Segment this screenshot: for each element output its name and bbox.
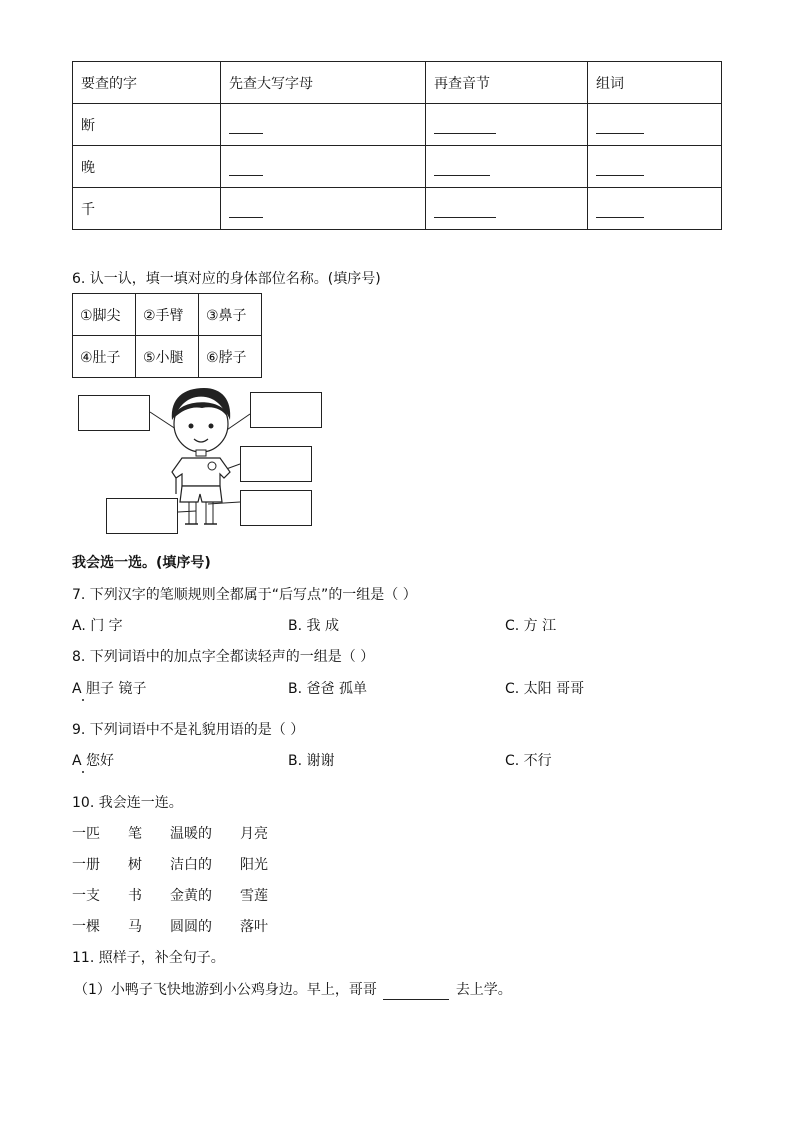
- option-cell: ②手臂: [136, 294, 199, 336]
- char-cell: 千: [73, 188, 221, 230]
- sentence-suffix: 去上学。: [455, 982, 512, 998]
- question-8-stem: 8. 下列词语中的加点字全都读轻声的一组是（ ）: [72, 649, 375, 665]
- question-11-title: 11. 照样子，补全句子。: [72, 950, 225, 966]
- option-cell: ①脚尖: [73, 294, 136, 336]
- q8-option-b[interactable]: B. 爸爸 孤单: [288, 681, 367, 697]
- table-header-row: [73, 62, 722, 104]
- answer-box-foot[interactable]: [106, 498, 178, 534]
- match-item[interactable]: 书: [128, 888, 142, 904]
- answer-box-head-left[interactable]: [78, 395, 150, 431]
- body-parts-table: [72, 293, 262, 378]
- q9-option-a[interactable]: A 您好: [72, 753, 115, 769]
- table-row: [73, 188, 722, 230]
- answer-box-head-right[interactable]: [250, 392, 322, 428]
- q7-option-a[interactable]: A. 门 字: [72, 618, 123, 634]
- answer-box-body[interactable]: [240, 446, 312, 482]
- q9-option-b[interactable]: B. 谢谢: [288, 753, 335, 769]
- question-7-stem: 7. 下列汉字的笔顺规则全都属于“后写点”的一组是（ ）: [72, 587, 417, 603]
- answer-blank[interactable]: [229, 205, 263, 218]
- match-item[interactable]: 洁白的: [170, 857, 212, 873]
- answer-blank[interactable]: [229, 121, 263, 134]
- answer-blank[interactable]: [596, 163, 644, 176]
- dictionary-table: [72, 61, 722, 230]
- answer-blank[interactable]: [383, 987, 449, 1000]
- option-cell: ⑥脖子: [199, 336, 262, 378]
- header-cell: 要查的字: [73, 62, 221, 104]
- answer-blank[interactable]: [229, 163, 263, 176]
- answer-blank[interactable]: [596, 205, 644, 218]
- option-cell: ⑤小腿: [136, 336, 199, 378]
- match-item[interactable]: 落叶: [240, 919, 268, 935]
- table-row: [73, 104, 722, 146]
- q9-option-c[interactable]: C. 不行: [505, 753, 552, 769]
- answer-blank[interactable]: [434, 205, 496, 218]
- emphasis-dot: [82, 699, 84, 701]
- match-item[interactable]: 马: [128, 919, 142, 935]
- answer-blank[interactable]: [596, 121, 644, 134]
- answer-box-leg[interactable]: [240, 490, 312, 526]
- match-item[interactable]: 一册: [72, 857, 100, 873]
- question-9-stem: 9. 下列词语中不是礼貌用语的是（ ）: [72, 722, 305, 738]
- answer-blank[interactable]: [434, 121, 496, 134]
- emphasis-dot: [82, 771, 84, 773]
- match-item[interactable]: 树: [128, 857, 142, 873]
- char-cell: 断: [73, 104, 221, 146]
- q7-option-c[interactable]: C. 方 江: [505, 618, 557, 634]
- q8-option-c[interactable]: C. 太阳 哥哥: [505, 681, 585, 697]
- header-cell: 再查音节: [426, 62, 588, 104]
- question-11-line-1: [74, 979, 512, 1000]
- char-cell: 晚: [73, 146, 221, 188]
- question-10-title: 10. 我会连一连。: [72, 795, 183, 811]
- q8-option-a[interactable]: A 胆子 镜子: [72, 681, 147, 697]
- match-item[interactable]: 阳光: [240, 857, 268, 873]
- header-cell: 组词: [588, 62, 722, 104]
- sentence-prefix: （1）小鸭子飞快地游到小公鸡身边。早上，哥哥: [74, 982, 377, 998]
- match-item[interactable]: 雪莲: [240, 888, 268, 904]
- match-item[interactable]: 温暖的: [170, 826, 212, 842]
- match-item[interactable]: 笔: [128, 826, 142, 842]
- header-cell: 先查大写字母: [221, 62, 426, 104]
- option-cell: ④肚子: [73, 336, 136, 378]
- match-item[interactable]: 月亮: [240, 826, 268, 842]
- answer-blank[interactable]: [434, 163, 490, 176]
- question-6-title: 6. 认一认，填一填对应的身体部位名称。(填序号): [72, 271, 381, 287]
- option-cell: ③鼻子: [199, 294, 262, 336]
- match-item[interactable]: 一支: [72, 888, 100, 904]
- section-heading: 我会选一选。(填序号): [72, 555, 211, 571]
- match-item[interactable]: 一匹: [72, 826, 100, 842]
- table-row: [73, 146, 722, 188]
- match-item[interactable]: 金黄的: [170, 888, 212, 904]
- q7-option-b[interactable]: B. 我 成: [288, 618, 339, 634]
- match-item[interactable]: 一棵: [72, 919, 100, 935]
- match-item[interactable]: 圆圆的: [170, 919, 212, 935]
